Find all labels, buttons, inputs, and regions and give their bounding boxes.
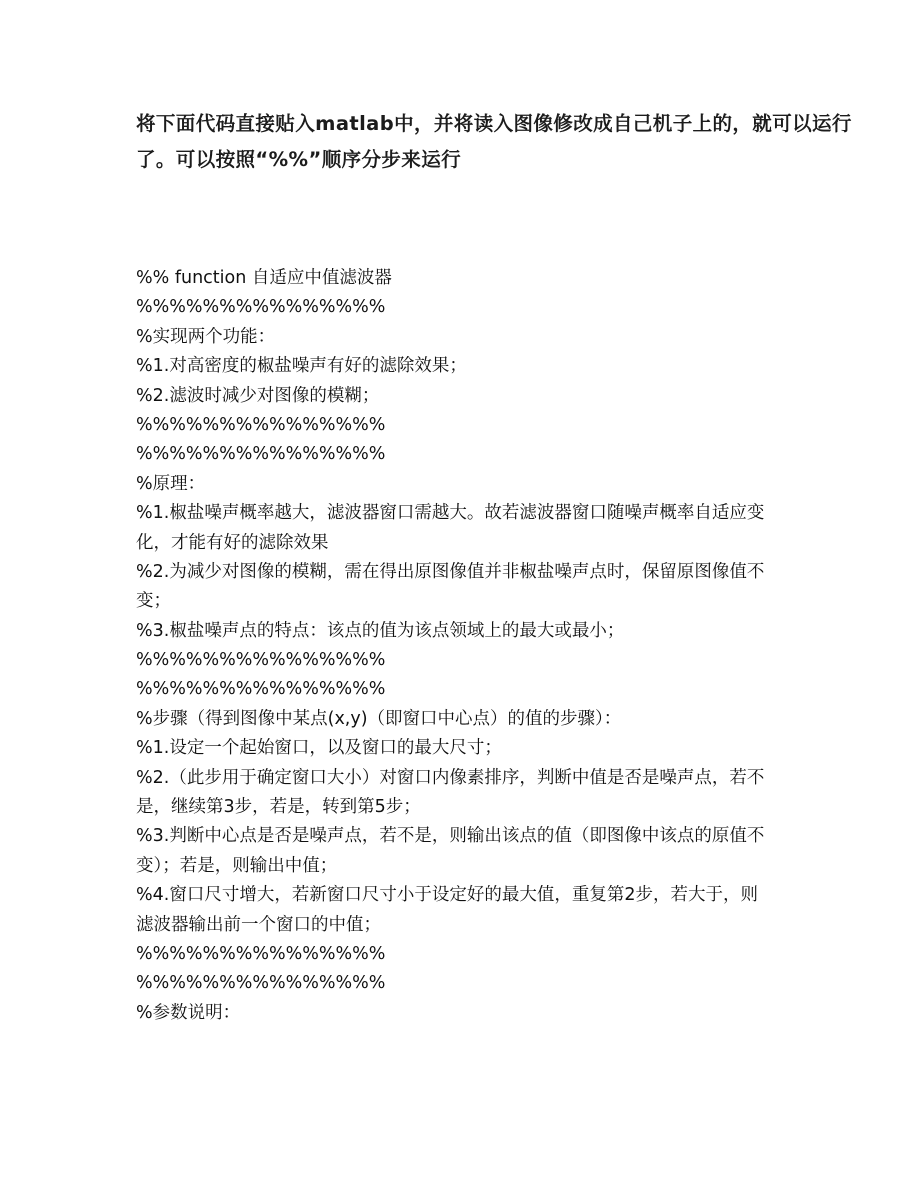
code-line: %4.窗口尺寸增大，若新窗口尺寸小于设定好的最大值，重复第2步，若大于，则 <box>136 885 758 906</box>
code-line: 是，继续第3步，若是，转到第5步； <box>136 797 421 818</box>
code-line: 化，才能有好的滤除效果 <box>136 532 329 553</box>
code-line: %1.对高密度的椒盐噪声有好的滤除效果； <box>136 356 467 377</box>
intro-line: 将下面代码直接贴入matlab中，并将读入图像修改成自己机子上的，就可以运行 <box>136 112 852 135</box>
code-line: 滤波器输出前一个窗口的中值； <box>136 914 381 935</box>
intro-paragraph <box>136 106 852 178</box>
code-line: %1.椒盐噪声概率越大，滤波器窗口需越大。故若滤波器窗口随噪声概率自适应变 <box>136 503 765 524</box>
code-line: %%%%%%%%%%%%%%% <box>136 650 386 671</box>
code-line: %步骤（得到图像中某点(x,y)（即窗口中心点）的值的步骤）： <box>136 708 622 729</box>
code-block <box>136 264 786 1028</box>
code-line: %实现两个功能： <box>136 326 276 347</box>
code-line: %2.（此步用于确定窗口大小）对窗口内像素排序，判断中值是否是噪声点，若不 <box>136 767 765 788</box>
code-line: %%%%%%%%%%%%%%% <box>136 414 386 435</box>
code-line: %参数说明： <box>136 1002 241 1023</box>
code-line: %2.滤波时减少对图像的模糊； <box>136 385 380 406</box>
code-line: 变）；若是，则输出中值； <box>136 855 338 876</box>
code-line: %%%%%%%%%%%%%%% <box>136 943 386 964</box>
code-line: %3.椒盐噪声点的特点：该点的值为该点领域上的最大或最小； <box>136 620 625 641</box>
code-line: %原理： <box>136 473 206 494</box>
code-line: %%%%%%%%%%%%%%% <box>136 973 386 994</box>
code-line: %3.判断中心点是否是噪声点，若不是，则输出该点的值（即图像中该点的原值不 <box>136 826 765 847</box>
code-line: %% function 自适应中值滤波器 <box>136 268 392 288</box>
code-line: 变； <box>136 591 171 612</box>
code-line: %%%%%%%%%%%%%%% <box>136 444 386 465</box>
code-line: %2.为减少对图像的模糊，需在得出原图像值并非椒盐噪声点时，保留原图像值不 <box>136 561 765 582</box>
code-line: %%%%%%%%%%%%%%% <box>136 679 386 700</box>
intro-line: 了。可以按照“%%”顺序分步来运行 <box>136 148 462 171</box>
code-line: %%%%%%%%%%%%%%% <box>136 297 386 318</box>
code-line: %1.设定一个起始窗口，以及窗口的最大尺寸； <box>136 738 502 759</box>
